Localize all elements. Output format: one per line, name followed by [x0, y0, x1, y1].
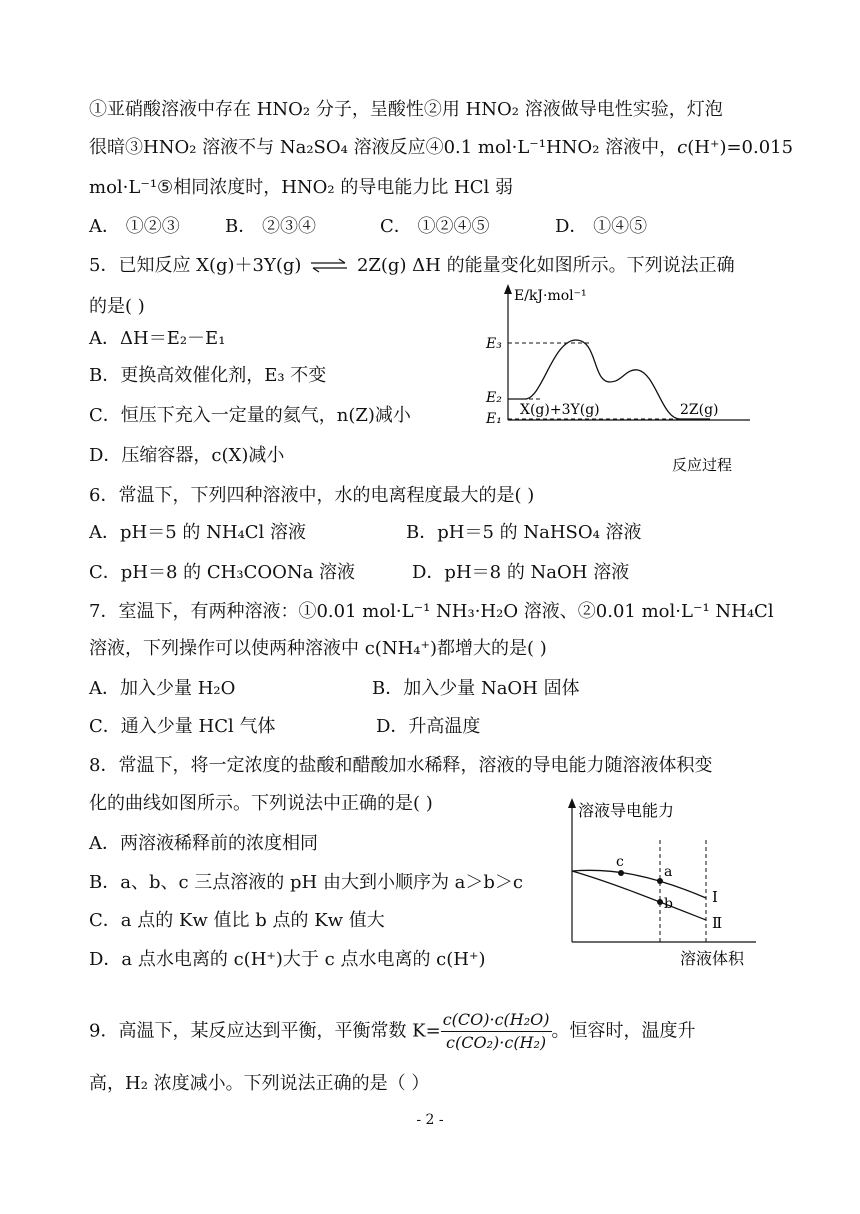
q9-stem-line-2: 高，H₂ 浓度减小。下列说法正确的是（ ）	[89, 1073, 430, 1094]
q8-stem-line-1: 8．常温下，将一定浓度的盐酸和醋酸加水稀释，溶液的导电能力随溶液体积变	[89, 755, 713, 776]
q5-option-b: B．更换高效催化剂，E₃ 不变	[89, 365, 327, 386]
q8-option-c: C．a 点的 Kw 值比 b 点的 Kw 值大	[89, 910, 385, 931]
q7-stem-line-2: 溶液，下列操作可以使两种溶液中 c(NH₄⁺)都增大的是( )	[89, 638, 547, 659]
q8-curve-2-label: Ⅱ	[712, 914, 723, 932]
q5-products-label: 2Z(g)	[680, 402, 719, 418]
q9-stem-text-a: 9．高温下，某反应达到平衡，平衡常数 K=	[89, 1020, 441, 1042]
q6-stem: 6．常温下，下列四种溶液中，水的电离程度最大的是( )	[89, 485, 535, 506]
q5-option-d: D．压缩容器，c(X)减小	[89, 445, 285, 466]
q5-stem-line-2: 的是( )	[89, 296, 145, 317]
q6-option-c: C．pH＝8 的 CH₃COONa 溶液	[89, 562, 356, 583]
q4-option-c: C． ①②④⑤	[380, 216, 490, 237]
q8-point-a	[657, 878, 663, 884]
q5-stem-text-a: 5．已知反应 X(g)＋3Y(g)	[89, 255, 302, 276]
q8-conductivity-graph	[560, 794, 770, 972]
q9-stem	[89, 1010, 696, 1053]
q5-y-axis-arrow-icon	[504, 284, 512, 294]
q7-option-d: D．升高温度	[376, 716, 481, 737]
q8-x-label: 溶液体积	[680, 949, 745, 968]
q8-stem-line-2: 化的曲线如图所示。下列说法中正确的是( )	[89, 793, 433, 814]
q4-option-d: D． ①④⑤	[555, 216, 648, 237]
q5-y-label: E/kJ·mol⁻¹	[514, 288, 587, 304]
q9-equilibrium-constant-fraction	[441, 1010, 552, 1053]
q5-option-c: C．恒压下充入一定量的氦气，n(Z)减小	[89, 405, 411, 426]
q5-stem	[89, 254, 735, 278]
q8-option-b: B．a、b、c 三点溶液的 pH 由大到小顺序为 a＞b＞c	[89, 872, 524, 893]
q5-energy-diagram	[480, 282, 770, 477]
q8-curve-2	[572, 871, 706, 920]
q8-y-axis-arrow-icon	[568, 798, 576, 808]
q9-fraction-numerator: c(CO)·c(H₂O)	[441, 1010, 552, 1032]
q5-e1-label: E₁	[486, 411, 502, 427]
q4-line-2-value: (H⁺)=0.015	[687, 137, 794, 158]
q5-option-a: A．ΔH＝E₂－E₁	[89, 328, 226, 349]
q4-option-b: B． ②③④	[225, 216, 316, 237]
q4-line-2-text: 很暗③HNO₂ 溶液不与 Na₂SO₄ 溶液反应④0.1 mol·L⁻¹HNO₂ 溶液中，	[89, 137, 678, 158]
q7-option-a: A．加入少量 H₂O	[89, 678, 236, 699]
q7-option-b: B．加入少量 NaOH 固体	[372, 678, 580, 699]
page-number: - 2 -	[416, 1112, 444, 1128]
q8-y-label: 溶液导电能力	[578, 801, 675, 820]
q4-statement-line-2	[89, 136, 793, 160]
q5-e3-label: E₃	[486, 336, 502, 352]
q5-stem-text-b: 2Z(g) ΔH 的能量变化如图所示。下列说法正确	[356, 255, 735, 276]
q8-label-a: a	[664, 864, 673, 880]
q4-option-a: A． ①②③	[89, 216, 180, 237]
q6-option-a: A．pH＝5 的 NH₄Cl 溶液	[89, 522, 307, 543]
q5-e2-label: E₂	[486, 390, 502, 406]
q8-label-c: c	[616, 854, 624, 870]
q7-option-c: C．通入少量 HCl 气体	[89, 716, 276, 737]
q8-point-b	[657, 899, 663, 905]
q7-stem-line-1: 7．室温下，有两种溶液：①0.01 mol·L⁻¹ NH₃·H₂O 溶液、②0.01 mol·L⁻¹ NH₄Cl	[89, 601, 774, 622]
q5-x-label: 反应过程	[672, 456, 733, 474]
q9-fraction-denominator: c(CO₂)·c(H₂)	[446, 1033, 547, 1052]
q9-stem-text-b: 。恒容时，温度升	[551, 1020, 696, 1042]
equilibrium-arrow-icon	[307, 257, 351, 275]
q5-reactants-label: X(g)+3Y(g)	[520, 402, 600, 418]
q8-point-c	[618, 870, 624, 876]
q8-option-a: A．两溶液稀释前的浓度相同	[89, 833, 318, 854]
q6-option-d: D．pH＝8 的 NaOH 溶液	[412, 562, 630, 583]
q4-statement-line-3: mol·L⁻¹⑤相同浓度时，HNO₂ 的导电能力比 HCl 弱	[89, 177, 514, 198]
q4-line-2-c: c	[677, 137, 688, 158]
q8-option-d: D．a 点水电离的 c(H⁺)大于 c 点水电离的 c(H⁺)	[89, 949, 486, 970]
q8-label-b: b	[664, 896, 673, 912]
q8-curve-1-label: Ⅰ	[712, 888, 718, 906]
q4-statement-line-1: ①亚硝酸溶液中存在 HNO₂ 分子，呈酸性②用 HNO₂ 溶液做导电性实验，灯泡	[89, 99, 723, 120]
q6-option-b: B．pH＝5 的 NaHSO₄ 溶液	[406, 522, 642, 543]
